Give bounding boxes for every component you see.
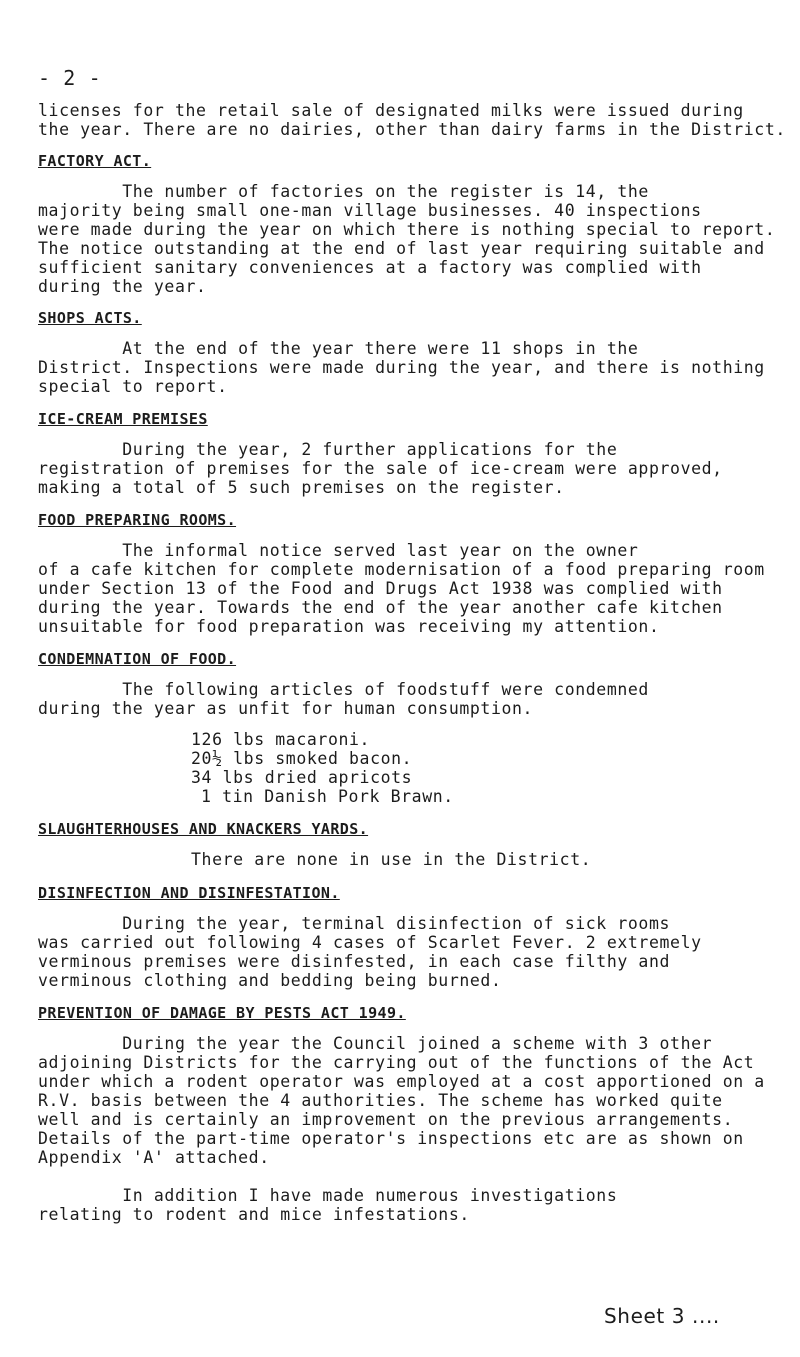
section-heading-shops-acts: SHOPS ACTS.	[38, 309, 142, 327]
text-line: During the year, 2 further applications for the	[38, 440, 618, 459]
text-line: of a cafe kitchen for complete modernisation of a food preparing room	[38, 560, 765, 579]
section-heading-slaughterhouses: SLAUGHTERHOUSES AND KNACKERS YARDS.	[38, 820, 369, 838]
text-line: was carried out following 4 cases of Scarlet Fever. 2 extremely	[38, 933, 702, 952]
text-line: District. Inspections were made during the year, and there is nothing	[38, 358, 765, 377]
text-line: The following articles of foodstuff were condemned	[38, 680, 649, 699]
text-line: There are none in use in the District.	[191, 850, 592, 869]
text-line: the year. There are no dairies, other than dairy farms in the District.	[38, 120, 786, 139]
text-line: relating to rodent and mice infestations.	[38, 1205, 470, 1224]
text-line: majority being small one-man village businesses. 40 inspections	[38, 201, 702, 220]
text-line: The informal notice served last year on the owner	[38, 541, 639, 560]
text-line: The notice outstanding at the end of last year requiring suitable and	[38, 239, 765, 258]
text-line: verminous clothing and bedding being burned.	[38, 971, 502, 990]
text-line: adjoining Districts for the carrying out of the functions of the Act	[38, 1053, 755, 1072]
page-number: - 2 -	[38, 66, 102, 90]
text-line: special to report.	[38, 377, 228, 396]
text-line: during the year as unfit for human consumption.	[38, 699, 534, 718]
section-heading-factory-act: FACTORY ACT.	[38, 152, 152, 170]
section-heading-disinfection: DISINFECTION AND DISINFESTATION.	[38, 884, 340, 902]
text-line: registration of premises for the sale of ice-cream were approved,	[38, 459, 723, 478]
sheet-footer: Sheet 3 ....	[604, 1304, 720, 1328]
text-line: during the year.	[38, 277, 207, 296]
section-heading-pests-act: PREVENTION OF DAMAGE BY PESTS ACT 1949.	[38, 1004, 406, 1022]
text-line: making a total of 5 such premises on the register.	[38, 478, 565, 497]
list-item: 126 lbs macaroni.	[191, 730, 371, 749]
text-line: Appendix 'A' attached.	[38, 1148, 270, 1167]
text-line: During the year, terminal disinfection of sick rooms	[38, 914, 671, 933]
list-item: 34 lbs dried apricots	[191, 768, 413, 787]
section-heading-condemnation: CONDEMNATION OF FOOD.	[38, 650, 237, 668]
text-line: R.V. basis between the 4 authorities. The scheme has worked quite	[38, 1091, 723, 1110]
list-item: 1 tin Danish Pork Brawn.	[201, 787, 454, 806]
list-item: 20½ lbs smoked bacon.	[191, 749, 413, 768]
text-line: unsuitable for food preparation was receiving my attention.	[38, 617, 660, 636]
text-line: well and is certainly an improvement on the previous arrangements.	[38, 1110, 734, 1129]
text-line: Details of the part-time operator's inspections etc are as shown on	[38, 1129, 744, 1148]
text-line: licenses for the retail sale of designated milks were issued during	[38, 101, 744, 120]
section-heading-food-rooms: FOOD PREPARING ROOMS.	[38, 511, 237, 529]
text-line: under which a rodent operator was employed at a cost apportioned on a	[38, 1072, 765, 1091]
text-line: verminous premises were disinfested, in each case filthy and	[38, 952, 671, 971]
text-line: under Section 13 of the Food and Drugs Act 1938 was complied with	[38, 579, 723, 598]
text-line: At the end of the year there were 11 shops in the	[38, 339, 639, 358]
text-line: During the year the Council joined a scheme with 3 other	[38, 1034, 713, 1053]
text-line: The number of factories on the register is 14, the	[38, 182, 649, 201]
text-line: In addition I have made numerous investigations	[38, 1186, 618, 1205]
text-line: sufficient sanitary conveniences at a factory was complied with	[38, 258, 702, 277]
section-heading-ice-cream: ICE-CREAM PREMISES	[38, 410, 208, 428]
text-line: during the year. Towards the end of the year another cafe kitchen	[38, 598, 723, 617]
text-line: were made during the year on which there is nothing special to report.	[38, 220, 776, 239]
